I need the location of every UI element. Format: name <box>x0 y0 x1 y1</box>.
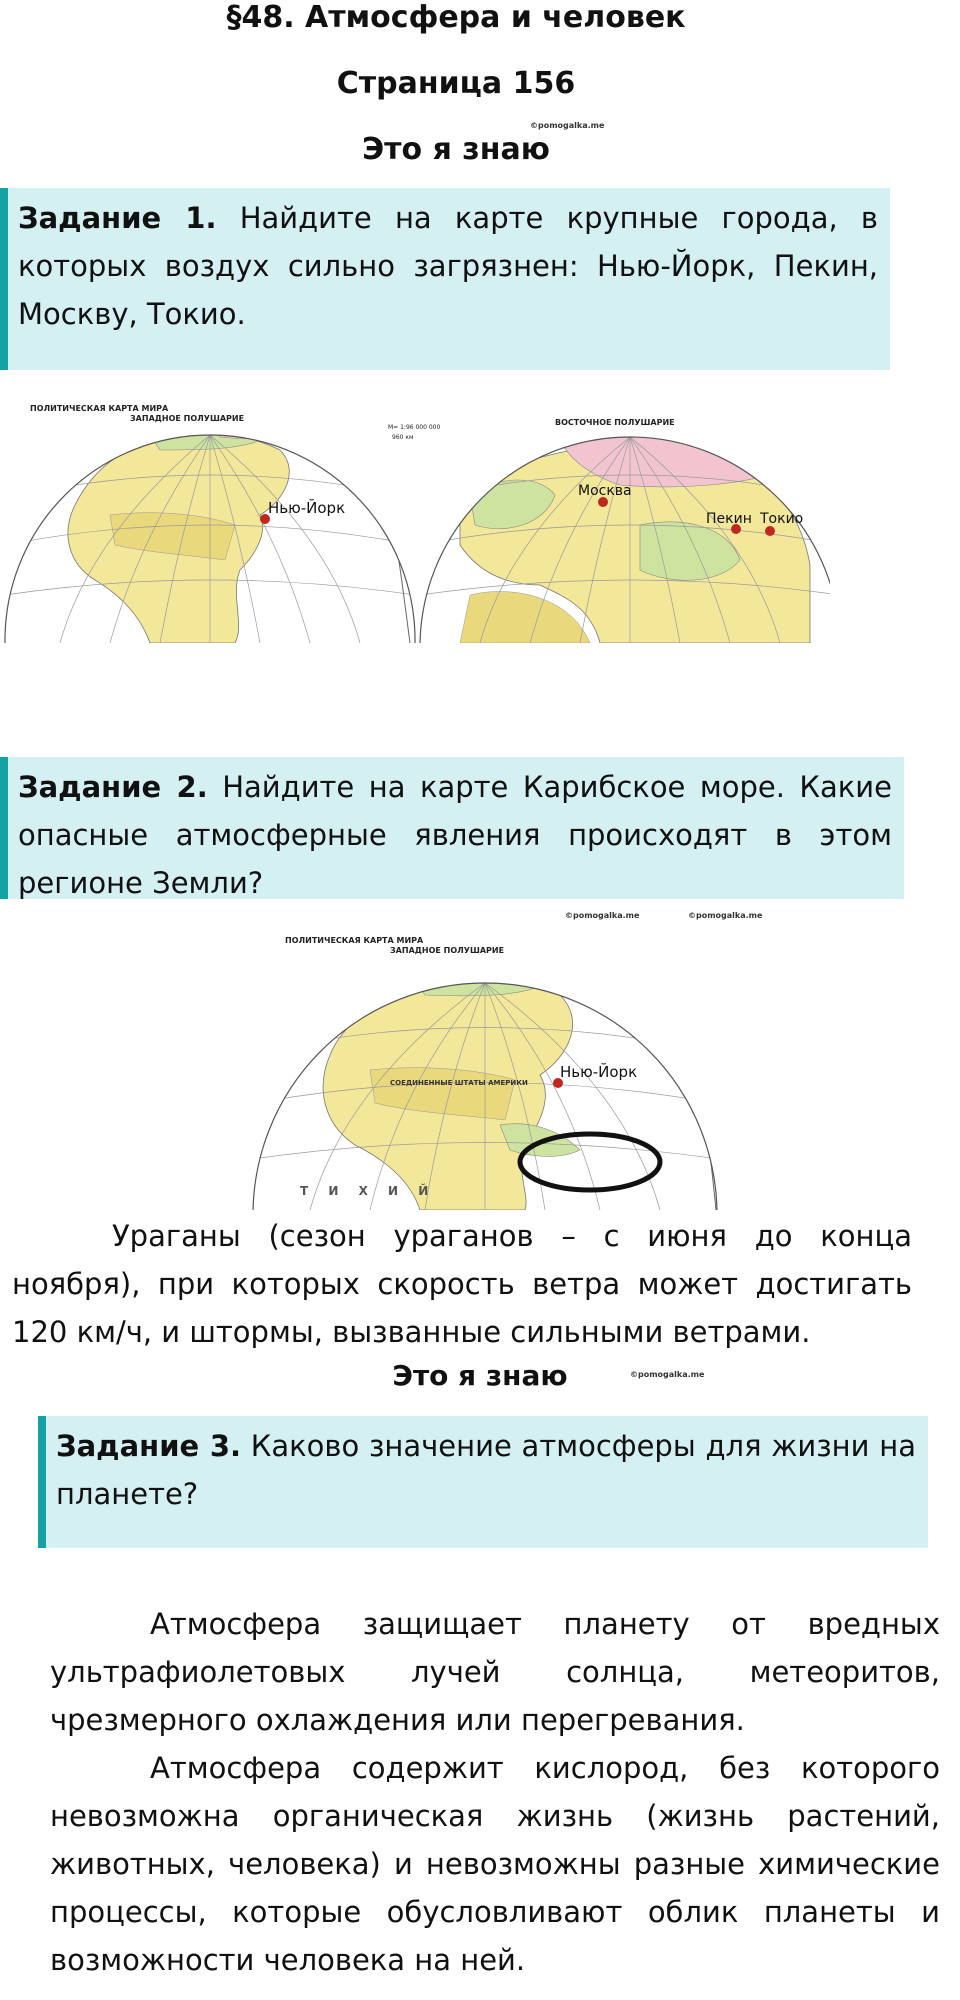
answer-3-paragraph-1: Атмосфера защищает планету от вредных ультрафиолетовых лучей солнца, метеоритов, чрезмерного охлаждения или перегревания. <box>50 1607 940 1737</box>
label-tokyo: Токио <box>760 511 804 527</box>
map-1-graphic <box>0 395 830 643</box>
paragraph-title: §48. Атмосфера и человек <box>226 0 686 35</box>
task-2-label: Задание 2. <box>18 770 208 804</box>
world-map-west <box>240 925 760 1210</box>
label-newyork-2: Нью-Йорк <box>560 1063 638 1081</box>
map-1-scale: М= 1:96 000 000 <box>388 424 441 431</box>
section-heading-2: Это я знаю <box>392 1359 568 1392</box>
task-3-text: Каково значение атмосферы для жизни на планете? <box>56 1429 916 1511</box>
watermark-3: ©pomogalka.me <box>688 911 763 920</box>
watermark-2: ©pomogalka.me <box>565 911 640 920</box>
task-1-label: Задание 1. <box>18 201 217 235</box>
task-1-text: Найдите на карте крупные города, в которых воздух сильно загрязнен: Нью-Йорк, Пекин, Москву, Токио. <box>18 201 878 331</box>
task-2-box <box>0 757 904 899</box>
map-2-usa-label: СОЕДИНЕННЫЕ ШТАТЫ АМЕРИКИ <box>390 1079 528 1087</box>
section-heading: Это я знаю <box>362 132 550 167</box>
map-1-east-subtitle: ВОСТОЧНОЕ ПОЛУШАРИЕ <box>555 418 675 427</box>
map-1-scale-km: 960 км <box>392 434 414 441</box>
watermark: ©pomogalka.me <box>530 121 605 130</box>
map-2-title: ПОЛИТИЧЕСКАЯ КАРТА МИРА <box>285 936 424 945</box>
label-moscow: Москва <box>578 483 632 499</box>
world-map-hemispheres <box>0 395 830 643</box>
label-beijing: Пекин <box>706 511 752 527</box>
tokyo-marker <box>765 526 775 536</box>
task-3-label: Задание 3. <box>56 1429 242 1463</box>
watermark-4: ©pomogalka.me <box>630 1370 705 1379</box>
task-2-text: Найдите на карте Карибское море. Какие опасные атмосферные явления происходят в этом регионе Земли? <box>18 770 892 900</box>
answer-2: Ураганы (сезон ураганов – с июня до конца ноября), при которых скорость ветра может достигать 120 км/ч, и штормы, вызванные сильными ветрами. <box>12 1219 912 1349</box>
map-1-title: ПОЛИТИЧЕСКАЯ КАРТА МИРА <box>30 404 169 413</box>
task-1-box <box>0 188 890 370</box>
map-2-graphic <box>240 925 760 1210</box>
label-newyork: Нью-Йорк <box>268 499 346 517</box>
map-1-west-subtitle: ЗАПАДНОЕ ПОЛУШАРИЕ <box>130 414 245 423</box>
page-number: Страница 156 <box>336 66 576 101</box>
task-3-box <box>38 1416 928 1548</box>
map-2-ocean-label: Т И Х И Й <box>300 1184 437 1198</box>
map-2-subtitle: ЗАПАДНОЕ ПОЛУШАРИЕ <box>390 946 505 955</box>
answer-3-paragraph-2: Атмосфера содержит кислород, без которого невозможна органическая жизнь (жизнь растений, животных, человека) и невозможны разные химические процессы, которые обусловливают облик планеты и возможности человека на ней. <box>50 1751 940 1977</box>
